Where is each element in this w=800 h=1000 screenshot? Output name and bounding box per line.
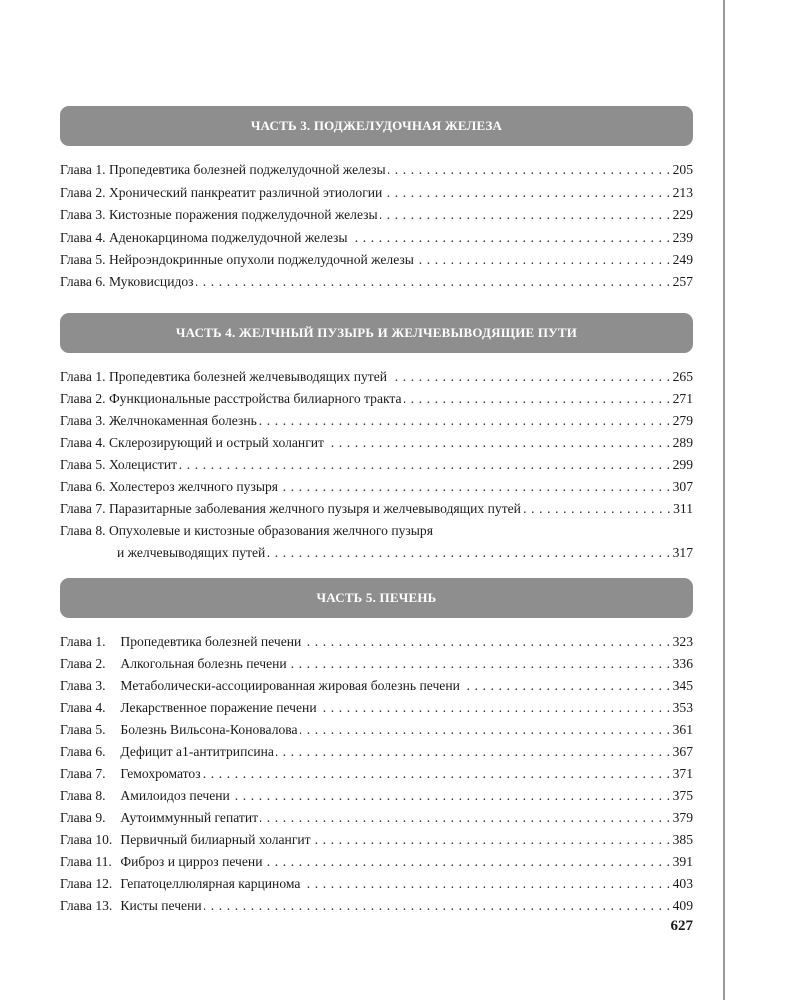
dot-leader <box>196 273 671 291</box>
part-header: ЧАСТЬ 5. ПЕЧЕНЬ <box>60 578 693 618</box>
chapter-label: Глава 3. <box>60 207 106 223</box>
dot-leader <box>276 743 671 761</box>
chapter-label: Глава 1. <box>60 634 106 649</box>
chapter-label: Глава 5. <box>60 722 106 737</box>
chapter-title: Метаболически-ассоциированная жировая болезнь печени <box>120 678 460 693</box>
dot-leader <box>319 699 671 717</box>
chapter-label: Глава 4. <box>60 229 106 245</box>
chapter-page: 371 <box>672 766 693 781</box>
chapter-title: Функциональные расстройства билиарного тракта <box>108 391 402 406</box>
dot-leader <box>204 897 671 915</box>
chapter-title: Холецистит <box>108 457 178 472</box>
toc-entry <box>60 430 693 452</box>
page-number: 627 <box>670 918 693 934</box>
chapter-page: 249 <box>672 251 693 267</box>
chapter-title: Фиброз и цирроз печени <box>120 854 263 869</box>
chapter-label: Глава 5. <box>60 251 106 267</box>
chapter-label: Глава 1. <box>60 369 106 384</box>
toc-entry <box>60 717 693 739</box>
chapter-label: Глава 3. <box>60 413 106 428</box>
chapter-label: Глава 4. <box>60 435 106 450</box>
part-header: ЧАСТЬ 4. ЖЕЛЧНЫЙ ПУЗЫРЬ И ЖЕЛЧЕВЫВОДЯЩИЕ ПУТИ <box>60 313 693 353</box>
dot-leader <box>300 721 671 739</box>
part-header: ЧАСТЬ 3. ПОДЖЕЛУДОЧНАЯ ЖЕЛЕЗА <box>60 106 693 146</box>
chapter-label: Глава 2. <box>60 656 106 671</box>
toc-entry <box>60 651 693 673</box>
chapter-page: 379 <box>672 810 693 825</box>
dot-leader <box>264 853 670 871</box>
chapter-title: Аденокарцинома поджелудочной железы <box>108 229 348 245</box>
dot-leader <box>267 544 670 562</box>
chapter-label: Глава 9. <box>60 810 106 825</box>
chapter-label: Глава 10. <box>60 832 113 847</box>
chapter-label: Глава 11. <box>60 854 112 869</box>
chapter-title: Опухолевые и кистозные образования желчного пузыря <box>108 523 433 538</box>
chapter-label: Глава 6. <box>60 744 106 759</box>
chapter-title: Склерозирующий и острый холангит <box>108 435 324 450</box>
toc-entry <box>60 827 693 849</box>
dot-leader <box>326 434 671 452</box>
toc-entry <box>60 224 693 246</box>
chapter-page: 279 <box>672 413 693 428</box>
chapter-title: Холестероз желчного пузыря <box>108 479 279 494</box>
part-section <box>60 106 693 291</box>
chapter-page: 307 <box>672 479 693 494</box>
chapter-page: 336 <box>672 656 693 671</box>
dot-leader <box>384 184 670 202</box>
chapter-title: Пропедевтика болезней поджелудочной железы <box>108 162 386 178</box>
toc-entry <box>60 695 693 717</box>
dot-leader <box>462 677 671 695</box>
chapter-page: 353 <box>672 700 693 715</box>
chapter-title: Алкогольная болезнь печени <box>120 656 287 671</box>
part-section <box>60 313 693 562</box>
chapter-page: 257 <box>672 274 693 290</box>
chapter-label: Глава 7. <box>60 501 106 516</box>
chapter-page: 367 <box>672 744 693 759</box>
chapter-title: Первичный билиарный холангит <box>120 832 311 847</box>
chapter-label: Глава 8. <box>60 788 106 803</box>
chapter-title-continued: и желчевыводящих путей <box>117 545 266 560</box>
chapter-page: 289 <box>672 435 693 450</box>
chapter-label: Глава 4. <box>60 700 106 715</box>
chapter-label: Глава 13. <box>60 898 113 913</box>
dot-leader <box>313 831 671 849</box>
dot-leader <box>350 229 671 247</box>
chapter-label: Глава 6. <box>60 274 106 290</box>
chapter-page: 409 <box>672 898 693 913</box>
dot-leader <box>259 412 671 430</box>
chapter-label: Глава 1. <box>60 162 106 178</box>
chapter-title: Кисты печени <box>120 898 202 913</box>
dot-leader <box>289 655 671 673</box>
dot-leader <box>380 206 671 224</box>
toc-entry <box>60 452 693 474</box>
toc-entry <box>60 739 693 761</box>
chapter-list <box>60 157 693 291</box>
toc-entry <box>60 179 693 201</box>
dot-leader <box>303 633 670 651</box>
chapter-list <box>60 364 693 562</box>
chapter-title: Гепатоцеллюлярная карцинома <box>120 876 301 891</box>
chapter-title: Желчнокаменная болезнь <box>108 413 257 428</box>
dot-leader <box>302 875 670 893</box>
chapter-label: Глава 8. <box>60 523 106 538</box>
toc-entry <box>60 893 693 915</box>
dot-leader <box>404 390 671 408</box>
chapter-title: Паразитарные заболевания желчного пузыря и желчевыводящих путей <box>108 501 521 516</box>
toc-entry <box>60 474 693 496</box>
toc-entry <box>60 157 693 179</box>
chapter-label: Глава 5. <box>60 457 106 472</box>
chapter-page: 317 <box>672 545 693 560</box>
chapter-page: 391 <box>672 854 693 869</box>
chapter-title: Хронический панкреатит различной этиологии <box>108 184 383 200</box>
toc-entry <box>60 518 693 562</box>
dot-leader <box>232 787 671 805</box>
toc-entry <box>60 247 693 269</box>
chapter-page: 345 <box>672 678 693 693</box>
page-edge-divider <box>723 0 725 1000</box>
chapter-title: Лекарственное поражение печени <box>120 700 317 715</box>
chapter-title: Болезнь Вильсона-Коновалова <box>120 722 298 737</box>
dot-leader <box>416 251 671 269</box>
chapter-title: Амилоидоз печени <box>120 788 230 803</box>
dot-leader <box>179 456 671 474</box>
chapter-page: 299 <box>672 457 693 472</box>
chapter-label: Глава 7. <box>60 766 106 781</box>
toc-entry <box>60 761 693 783</box>
chapter-label: Глава 2. <box>60 184 106 200</box>
chapter-label: Глава 12. <box>60 876 113 891</box>
chapter-title: Пропедевтика болезней желчевыводящих путей <box>108 369 388 384</box>
toc-entry <box>60 783 693 805</box>
toc-entry <box>60 871 693 893</box>
chapter-page: 265 <box>672 369 693 384</box>
table-of-contents <box>60 0 693 1000</box>
chapter-title: Муковисцидоз <box>108 274 194 290</box>
chapter-title: Дефицит а1-антитрипсина <box>120 744 274 759</box>
dot-leader <box>389 368 671 386</box>
toc-entry <box>60 269 693 291</box>
chapter-title: Нейроэндокринные опухоли поджелудочной железы <box>108 251 414 267</box>
dot-leader <box>388 161 671 179</box>
chapter-page: 213 <box>672 184 693 200</box>
toc-entry <box>60 629 693 651</box>
chapter-page: 271 <box>672 391 693 406</box>
chapter-page: 385 <box>672 832 693 847</box>
chapter-page: 229 <box>672 207 693 223</box>
chapter-title: Гемохроматоз <box>120 766 201 781</box>
chapter-label: Глава 3. <box>60 678 106 693</box>
chapter-page: 311 <box>673 501 693 516</box>
chapter-page: 375 <box>672 788 693 803</box>
dot-leader <box>260 809 671 827</box>
chapter-label: Глава 6. <box>60 479 106 494</box>
dot-leader <box>280 478 671 496</box>
chapter-label: Глава 2. <box>60 391 106 406</box>
toc-entry <box>60 408 693 430</box>
toc-entry <box>60 386 693 408</box>
dot-leader <box>203 765 671 783</box>
chapter-list <box>60 629 693 915</box>
toc-entry <box>60 849 693 871</box>
toc-entry <box>60 805 693 827</box>
chapter-page: 239 <box>672 229 693 245</box>
chapter-title: Пропедевтика болезней печени <box>120 634 302 649</box>
toc-entry <box>60 202 693 224</box>
chapter-page: 205 <box>672 162 693 178</box>
part-section <box>60 578 693 915</box>
chapter-title: Аутоиммунный гепатит <box>120 810 259 825</box>
toc-entry <box>60 496 693 518</box>
chapter-page: 361 <box>672 722 693 737</box>
toc-entry <box>60 364 693 386</box>
dot-leader <box>523 500 671 518</box>
chapter-title: Кистозные поражения поджелудочной железы <box>108 207 378 223</box>
chapter-page: 403 <box>672 876 693 891</box>
chapter-page: 323 <box>672 634 693 649</box>
toc-entry <box>60 673 693 695</box>
